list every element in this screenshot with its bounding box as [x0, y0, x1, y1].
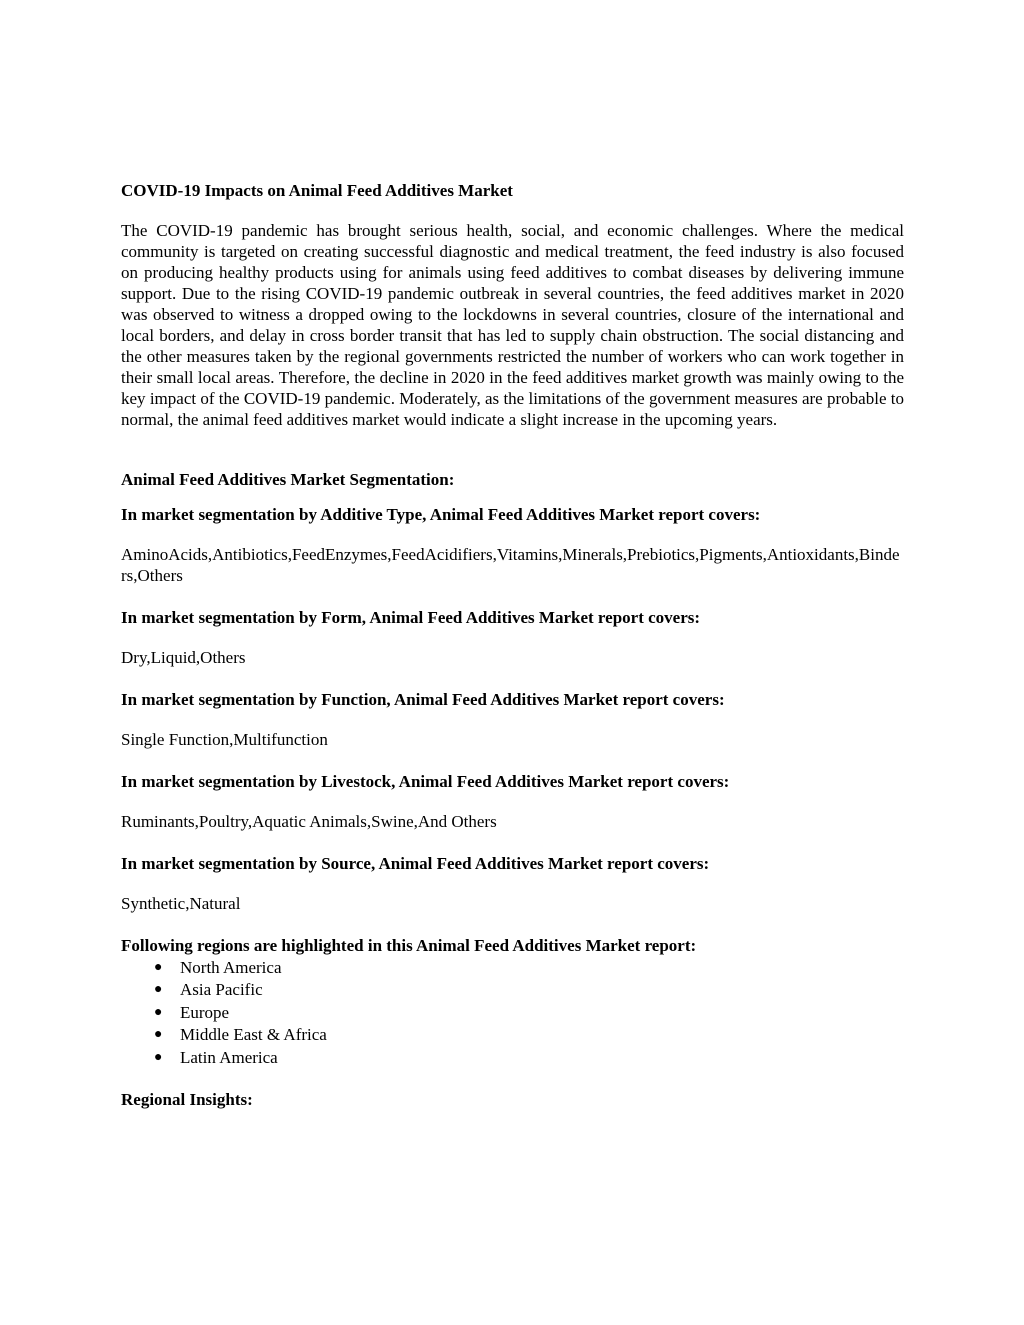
list-item: [121, 1002, 904, 1024]
region-label: Latin America: [180, 1047, 278, 1067]
bullet-icon: ●: [154, 960, 163, 975]
segment-heading-livestock: In market segmentation by Livestock, Animal Feed Additives Market report covers:: [121, 772, 730, 791]
list-item: [121, 1047, 904, 1069]
list-item: [121, 979, 904, 1001]
region-label: Middle East & Africa: [180, 1025, 327, 1045]
segment-values-livestock: Ruminants,Poultry,Aquatic Animals,Swine,And Others: [121, 812, 497, 831]
document-title: COVID-19 Impacts on Animal Feed Additives Market: [121, 181, 513, 200]
segment-values-additive-type: AminoAcids,Antibiotics,FeedEnzymes,FeedAcidifiers,Vitamins,Minerals,Prebiotics,Pigments,Antioxidants,Binders,Others: [121, 545, 900, 585]
segment-heading-source: In market segmentation by Source, Animal Feed Additives Market report covers:: [121, 854, 710, 873]
regional-insights-heading: Regional Insights:: [121, 1090, 253, 1110]
region-list: [121, 957, 904, 1069]
segmentation-title: Animal Feed Additives Market Segmentation:: [121, 470, 455, 489]
list-item: [121, 957, 904, 979]
segment-values-function: Single Function,Multifunction: [121, 730, 328, 749]
bullet-icon: ●: [154, 1027, 163, 1043]
region-label: Asia Pacific: [180, 980, 263, 1000]
bullet-icon: ●: [154, 982, 163, 998]
segment-values-source: Synthetic,Natural: [121, 894, 241, 913]
document-body: [121, 180, 904, 1110]
list-item: [121, 1024, 904, 1046]
bullet-icon: ●: [154, 1049, 163, 1065]
segment-heading-function: In market segmentation by Function, Animal Feed Additives Market report covers:: [121, 690, 725, 709]
intro-paragraph: The COVID-19 pandemic has brought serious health, social, and economic challenges. Where the medical community is targeted on creating successful diagnostic and medical treatment, the feed industry is also focused on producing healthy products using for animals using feed additives to combat diseases by delivering immune support. Due to the rising COVID-19 pandemic outbreak in several countries, the feed additives market in 2020 was observed to witness a dropped owing to the lockdowns in several countries, closure of the international and local borders, and delay in cross border transit that has led to supply chain obstruction. The social distancing and the other measures taken by the regional governments restricted the number of workers who can work together in their small local areas. Therefore, the decline in 2020 in the feed additives market growth was mainly owing to the key impact of the COVID-19 pandemic. Moderately, as the limitations of the government measures are probable to normal, the animal feed additives market would indicate a slight increase in the upcoming years.: [121, 221, 904, 429]
regions-heading: Following regions are highlighted in this Animal Feed Additives Market report:: [121, 936, 697, 955]
region-label: North America: [180, 958, 282, 977]
region-label: Europe: [180, 1002, 230, 1022]
segment-values-form: Dry,Liquid,Others: [121, 648, 246, 667]
segment-heading-form: In market segmentation by Form, Animal Feed Additives Market report covers:: [121, 608, 701, 627]
segment-heading-additive-type: In market segmentation by Additive Type, Animal Feed Additives Market report covers:: [121, 505, 761, 524]
bullet-icon: ●: [154, 1004, 163, 1020]
